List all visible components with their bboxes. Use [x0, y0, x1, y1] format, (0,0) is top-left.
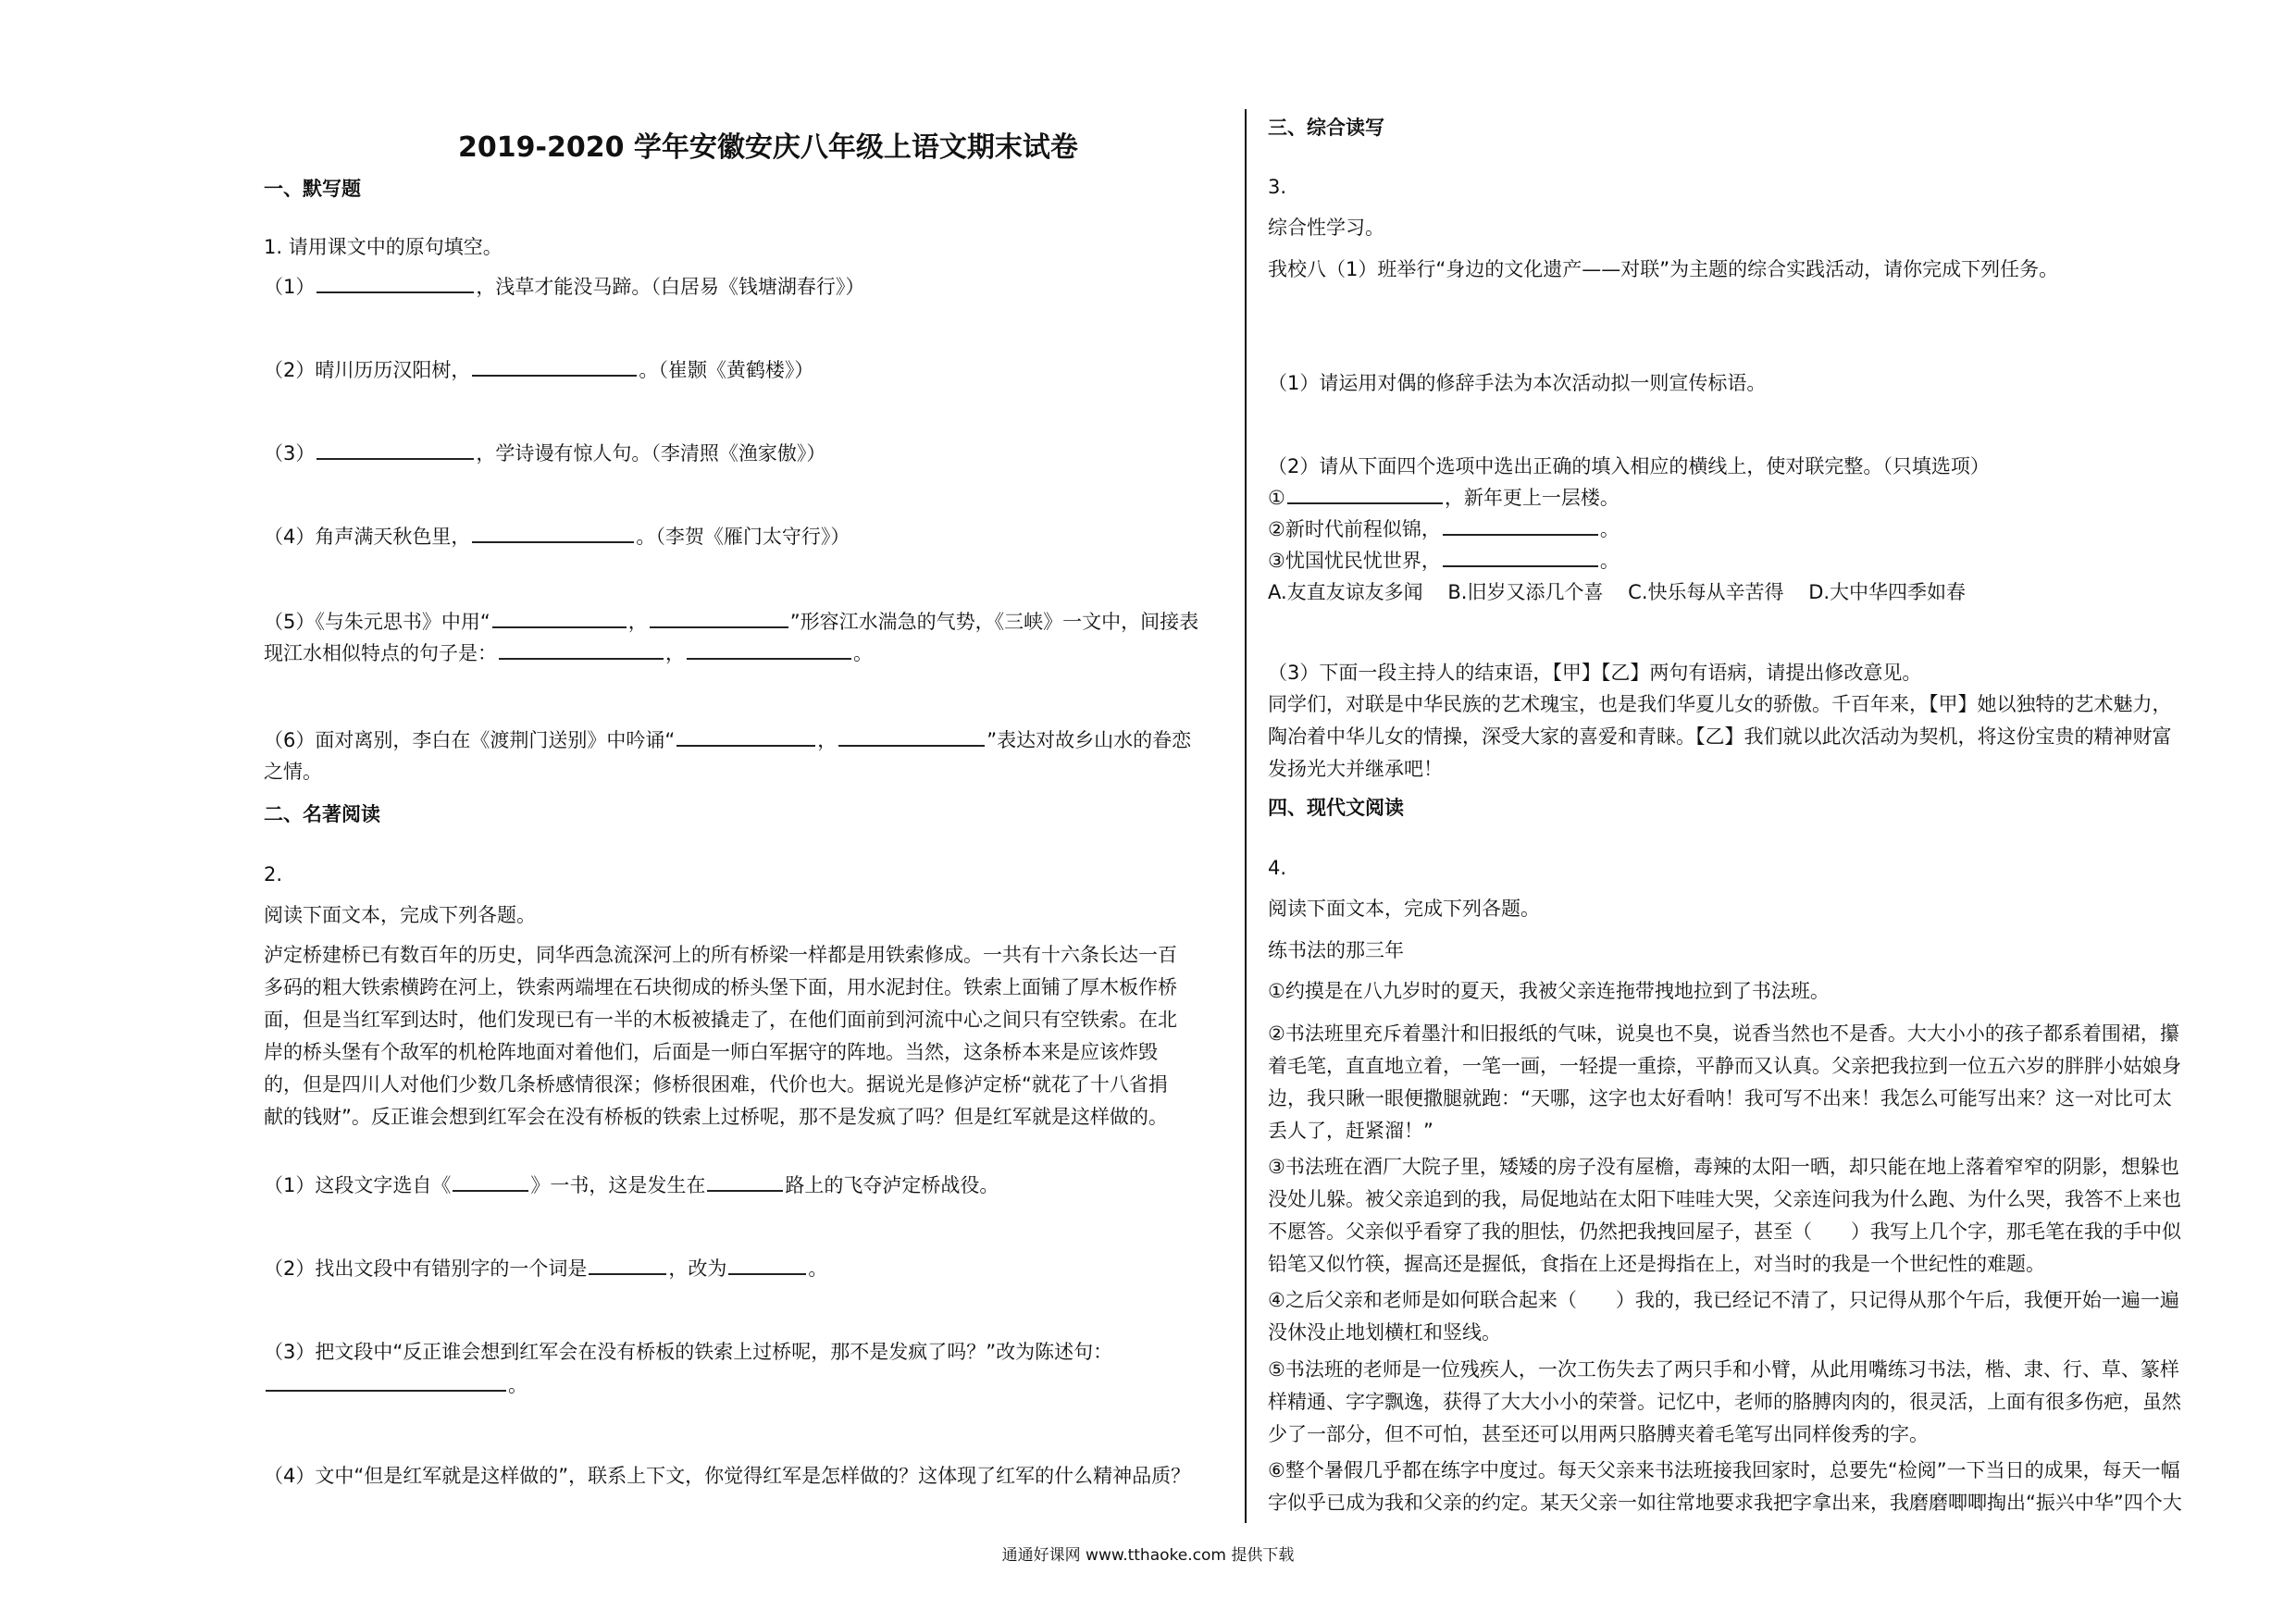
- passage-line: ②书法班里充斥着墨汁和旧报纸的气味，说臭也不臭，说香当然也不是香。大大小小的孩子都系着围裙，攥: [1268, 1022, 2179, 1045]
- answer-blank[interactable]: [472, 358, 637, 377]
- paragraph-2: [1268, 1018, 2286, 1147]
- passage-line: 字似乎已成为我和父亲的约定。某天父亲一如往常地要求我把字拿出来，我磨磨唧唧掏出“振兴中华”四个大: [1268, 1492, 2182, 1514]
- question-1-6-line2: 之情。: [264, 761, 322, 783]
- question-2-2: [264, 1253, 827, 1284]
- answer-blank[interactable]: [707, 1173, 783, 1192]
- question-2-1: [264, 1170, 999, 1201]
- passage-line: 没处儿躲。被父亲追到的我，局促地站在太阳下哇哇大哭，父亲连问我为什么跑、为什么哭，我答不上来也: [1268, 1188, 2181, 1210]
- answer-blank[interactable]: [728, 1257, 806, 1275]
- answer-blank[interactable]: [838, 728, 985, 747]
- question-1-2: [264, 354, 813, 386]
- item-text: ③忧国忧民忧世界，: [1268, 550, 1441, 572]
- passage-line: 不愿答。父亲似乎看穿了我的胆怯，仍然把我拽回屋子，甚至（ ）我写上几个字，那毛笔在我的手中似: [1268, 1220, 2181, 1243]
- answer-blank[interactable]: [1443, 517, 1598, 536]
- item-text: （6）面对离别，李白在《渡荆门送别》中吟诵“: [264, 729, 676, 751]
- item-number: ①: [1268, 487, 1285, 509]
- item-text: （5）《与朱元思书》中用“: [264, 611, 490, 633]
- passage-line: 发扬光大并继承吧！: [1268, 758, 1443, 780]
- couplet-line-3: [1268, 545, 1620, 576]
- item-text: ，: [817, 729, 838, 751]
- item-text: ，新年更上一层楼。: [1444, 487, 1620, 509]
- answer-blank[interactable]: [1443, 549, 1598, 567]
- question-2-intro: 阅读下面文本，完成下列各题。: [264, 904, 536, 926]
- passage-line: 样精通、字字飘逸，获得了大大小小的荣誉。记忆中，老师的胳膊肉肉的，很灵活，上面有很多伤疤，虽然: [1268, 1391, 2181, 1413]
- passage-line: 铅笔又似竹筷，握高还是握低，食指在上还是拇指在上，对当时的我是一个世纪性的难题。: [1268, 1253, 2045, 1275]
- passage-line: 着毛笔，直直地立着，一笔一画，一轻提一重捺，平静而又认真。父亲把我拉到一位五六岁的胖胖小姑娘身: [1268, 1055, 2181, 1077]
- question-4-intro: 阅读下面文本，完成下列各题。: [1268, 898, 1540, 920]
- couplet-line-2: [1268, 514, 1620, 545]
- question-1-prompt: 1. 请用课文中的原句填空。: [264, 236, 503, 258]
- paragraph-1: ①约摸是在八九岁时的夏天，我被父亲连拖带拽地拉到了书法班。: [1268, 980, 1830, 1002]
- section-heading-4: 四、现代文阅读: [1268, 797, 1404, 819]
- answer-blank[interactable]: [453, 1173, 528, 1192]
- answer-blank[interactable]: [650, 610, 788, 628]
- item-text: ，: [627, 611, 648, 633]
- paragraph-4: [1268, 1284, 2286, 1349]
- answer-blank[interactable]: [316, 441, 474, 460]
- question-1-1: [264, 271, 864, 303]
- question-3-intro: 我校八（1）班举行“身边的文化遗产——对联”为主题的综合实践活动，请你完成下列任务。: [1268, 258, 2059, 280]
- item-text: 。（崔颢《黄鹤楼》）: [639, 359, 814, 381]
- answer-blank[interactable]: [266, 1373, 506, 1392]
- item-number: （1）: [264, 276, 316, 298]
- page-footer: 通通好课网 www.tthaoke.com 提供下载: [1001, 1546, 1295, 1565]
- item-text: （2）找出文段中有错别字的一个词是: [264, 1258, 588, 1280]
- passage-line: 多码的粗大铁索横跨在河上，铁索两端埋在石块彻成的桥头堡下面，用水泥封住。铁索上面铺了厚木板作桥: [264, 976, 1177, 998]
- item-text: ，浅草才能没马蹄。（白居易《钱塘湖春行》）: [476, 276, 865, 298]
- answer-blank[interactable]: [472, 525, 634, 543]
- passage-line: ③书法班在酒厂大院子里，矮矮的房子没有屋檐，毒辣的太阳一晒，却只能在地上落着窄窄的阴影，想躲也: [1268, 1156, 2179, 1178]
- passage-line: 泸定桥建桥已有数百年的历史，同华西急流深河上的所有桥梁一样都是用铁索修成。一共有十六条长达一百: [264, 944, 1177, 966]
- item-text: ，: [665, 642, 685, 664]
- question-3-3-passage: [1268, 688, 2286, 786]
- item-text: 》一书，这是发生在: [530, 1174, 706, 1196]
- question-3-1: （1）请运用对偶的修辞手法为本次活动拟一则宣传标语。: [1268, 372, 1767, 394]
- answer-blank[interactable]: [589, 1257, 666, 1275]
- item-text: 路上的飞夺泸定桥战役。: [785, 1174, 999, 1196]
- section-heading-3: 三、综合读写: [1268, 117, 1384, 139]
- paragraph-6: [1268, 1455, 2286, 1519]
- question-3-3: （3）下面一段主持人的结束语，【甲】【乙】两句有语病，请提出修改意见。: [1268, 662, 1922, 684]
- item-text: 。: [1599, 550, 1620, 572]
- passage-title: 练书法的那三年: [1268, 939, 1404, 961]
- passage-line: 没休没止地划横杠和竖线。: [1268, 1321, 1501, 1344]
- answer-blank[interactable]: [316, 275, 474, 293]
- question-1-5-line1: [264, 606, 1198, 638]
- passage-line: 边，我只瞅一眼便撒腿就跑：“天哪，这字也太好看呐！我可写不出来！我怎么可能写出来？这一对比可太: [1268, 1087, 2172, 1109]
- column-divider: [1245, 109, 1247, 1523]
- item-text: ”形容江水湍急的气势，《三峡》一文中，间接表: [789, 611, 1199, 633]
- item-text: ②新时代前程似锦，: [1268, 518, 1441, 540]
- answer-blank[interactable]: [1287, 486, 1443, 504]
- question-2-3-line2: [264, 1369, 527, 1401]
- question-3-number: 3.: [1268, 176, 1287, 198]
- passage-line: ⑥整个暑假几乎都在练字中度过。每天父亲来书法班接我回家时，总要先“检阅”一下当日的成果，每天一幅: [1268, 1459, 2180, 1481]
- passage-line: ⑤书法班的老师是一位残疾人，一次工伤失去了两只手和小臂，从此用嘴练习书法，楷、隶、行、草、篆样: [1268, 1358, 2179, 1381]
- passage-line: ④之后父亲和老师是如何联合起来（ ）我的，我已经记不清了，只记得从那个午后，我便开始一遍一遍: [1268, 1289, 2179, 1311]
- answer-blank[interactable]: [499, 641, 664, 660]
- item-text: （1）这段文字选自《: [264, 1174, 452, 1196]
- passage-line: 丢人了，赶紧溜！”: [1268, 1120, 1433, 1142]
- item-text: 。: [853, 642, 873, 664]
- item-text: 。: [808, 1258, 828, 1280]
- item-text: 。（李贺《雁门太守行》）: [636, 526, 850, 548]
- page-title: 2019-2020 学年安徽安庆八年级上语文期末试卷: [458, 131, 1078, 164]
- answer-blank[interactable]: [492, 610, 627, 628]
- item-text: （2）晴川历历汉阳树，: [264, 359, 471, 381]
- item-text: ”表达对故乡山水的眷恋: [987, 729, 1192, 751]
- answer-blank[interactable]: [687, 641, 851, 660]
- couplet-options: A.友直友谅友多闻 B.旧岁又添几个喜 C.快乐每从辛苦得 D.大中华四季如春: [1268, 581, 1967, 603]
- question-4-number: 4.: [1268, 857, 1287, 879]
- passage-line: 少了一部分，但不可怕，甚至还可以用两只胳膊夹着毛笔写出同样俊秀的字。: [1268, 1423, 1929, 1445]
- passage-line: 同学们，对联是中华民族的艺术瑰宝，也是我们华夏儿女的骄傲。千百年来，【甲】她以独特的艺术魅力，: [1268, 693, 2172, 715]
- question-2-3-line1: （3）把文段中“反正谁会想到红军会在没有桥板的铁索上过桥呢，那不是发疯了吗？”改为陈述句：: [264, 1341, 1113, 1363]
- paragraph-3: [1268, 1151, 2286, 1281]
- paragraph-5: [1268, 1354, 2286, 1451]
- question-1-4: [264, 521, 850, 552]
- section-heading-1: 一、默写题: [264, 178, 361, 200]
- question-2-passage: [264, 939, 1245, 1134]
- question-1-5-line2: [264, 638, 873, 669]
- passage-line: 的，但是四川人对他们少数几条桥感情很深；修桥很困难，代价也大。据说光是修泸定桥“就花了十八省捐: [264, 1073, 1168, 1096]
- passage-line: 陶冶着中华儿女的情操，深受大家的喜爱和青睐。【乙】我们就以此次活动为契机，将这份宝贵的精神财富: [1268, 725, 2172, 748]
- passage-line: 献的钱财”。反正谁会想到红军会在没有桥板的铁索上过桥呢，那不是发疯了吗？但是红军就是这样做的。: [264, 1106, 1168, 1128]
- item-text: 。: [508, 1374, 527, 1396]
- item-text: （4）角声满天秋色里，: [264, 526, 471, 548]
- question-3-type: 综合性学习。: [1268, 217, 1384, 239]
- question-1-3: [264, 438, 825, 469]
- question-2-4: （4）文中“但是红军就是这样做的”，联系上下文，你觉得红军是怎样做的？这体现了红军的什么精神品质？: [264, 1465, 1191, 1487]
- question-2-number: 2.: [264, 863, 283, 886]
- question-3-2: （2）请从下面四个选项中选出正确的填入相应的横线上，使对联完整。（只填选项）: [1268, 455, 1990, 477]
- item-text: 。: [1599, 518, 1620, 540]
- passage-line: 面，但是当红军到达时，他们发现已有一半的木板被撬走了，在他们面前到河流中心之间只有空铁索。在北: [264, 1009, 1177, 1031]
- answer-blank[interactable]: [676, 728, 815, 747]
- item-text: 现江水相似特点的句子是：: [264, 642, 497, 664]
- item-text: ，学诗谩有惊人句。（李清照《渔家傲》）: [476, 442, 826, 465]
- question-1-6-line1: [264, 725, 1191, 756]
- item-number: （3）: [264, 442, 316, 465]
- couplet-line-1: [1268, 482, 1620, 514]
- item-text: ，改为: [668, 1258, 727, 1280]
- section-heading-2: 二、名著阅读: [264, 803, 380, 825]
- passage-line: 岸的桥头堡有个敌军的机枪阵地面对着他们，后面是一师白军据守的阵地。当然，这条桥本来是应该炸毁: [264, 1041, 1158, 1063]
